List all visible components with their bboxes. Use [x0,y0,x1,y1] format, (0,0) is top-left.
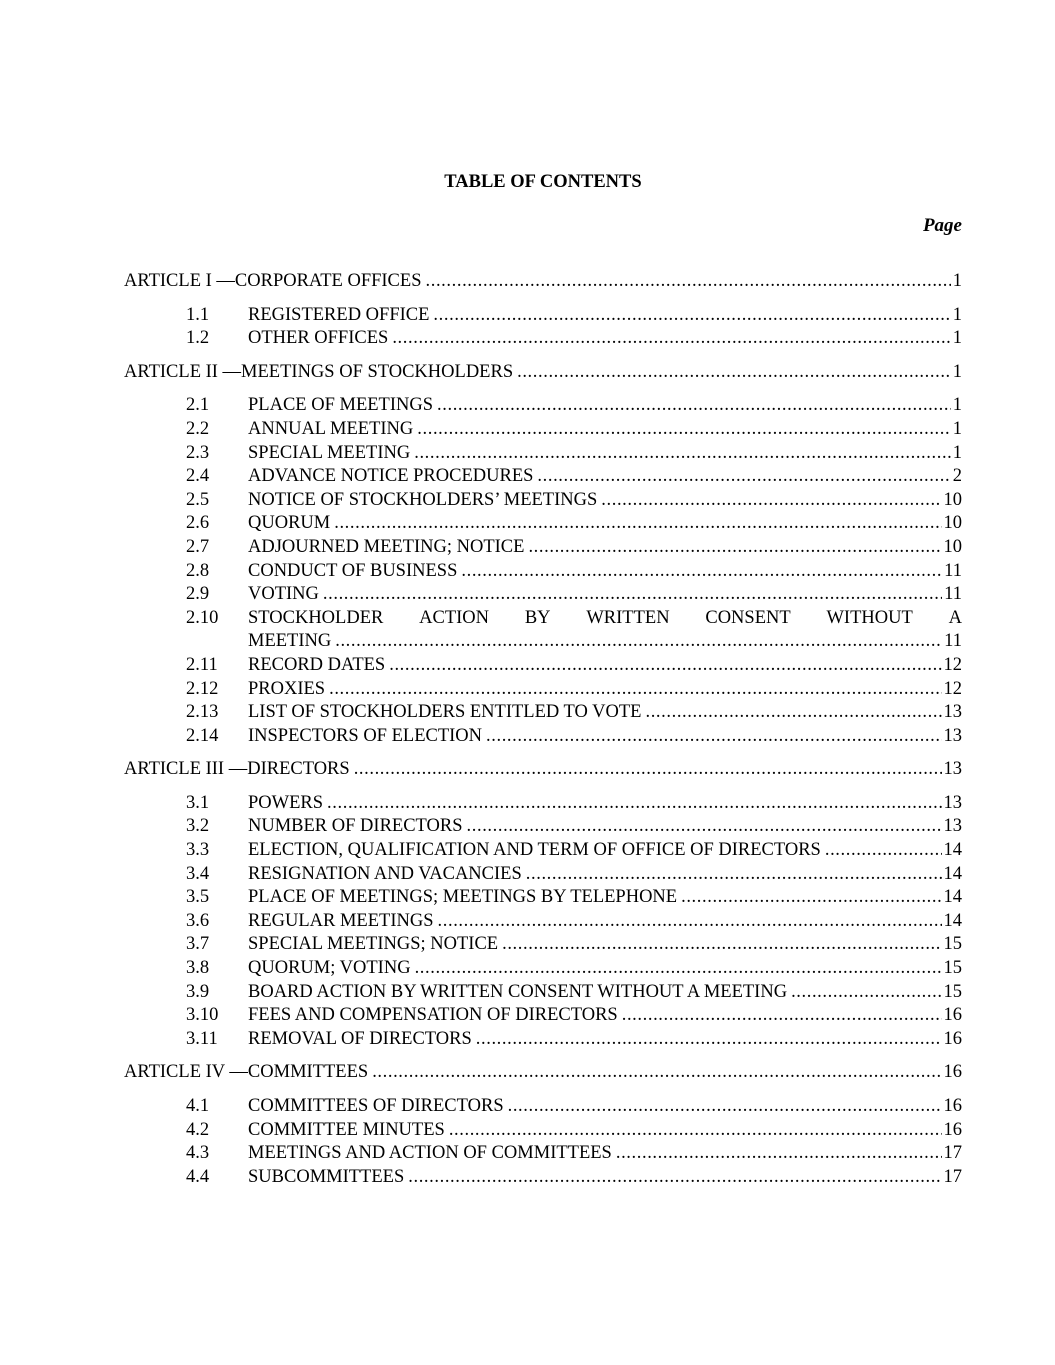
toc-article-entry[interactable] [124,758,962,782]
toc-section-entry[interactable] [124,583,962,607]
toc-page-number: 14 [943,910,962,931]
toc-section-entry[interactable] [124,701,962,725]
toc-section-label: ADVANCE NOTICE PROCEDURES [248,466,534,487]
toc-section-label: RESIGNATION AND VACANCIES [248,863,522,884]
toc-section-number: 2.5 [186,489,210,510]
toc-section-entry[interactable] [124,1142,962,1166]
dot-leader [417,418,950,442]
toc-page-number: 16 [943,1096,962,1116]
toc-section-entry[interactable] [124,536,962,560]
toc-page-number: 1 [952,395,962,416]
toc-section-label: QUORUM; VOTING [248,958,411,979]
toc-section-number: 3.4 [186,863,210,884]
toc-section-label-word: STOCKHOLDER [248,607,384,628]
toc-article-label: ARTICLE II —MEETINGS OF STOCKHOLDERS [124,361,514,382]
dot-leader [517,361,951,385]
toc-section-line-2 [186,630,962,654]
dot-leader [408,1166,941,1190]
toc-section-entry[interactable] [124,839,962,863]
dot-leader [414,442,951,466]
dot-leader [433,304,950,328]
toc-article-entry[interactable] [124,270,962,294]
dot-leader [334,512,941,536]
dot-leader [622,1004,942,1028]
dot-leader [327,792,941,816]
toc-section-label: RECORD DATES [248,654,386,675]
toc-page-number: 11 [944,560,962,581]
dot-leader [354,758,942,782]
dot-leader [508,1095,942,1119]
toc-section-entry[interactable] [124,607,962,654]
toc-page-number: 1 [952,442,962,463]
toc-section-entry[interactable] [124,560,962,584]
toc-page-number: 12 [943,678,962,699]
toc-section-label: PLACE OF MEETINGS; MEETINGS BY TELEPHONE [248,887,678,908]
toc-article-label: ARTICLE IV —COMMITTEES [124,1062,369,1083]
dot-leader [537,465,950,489]
toc-page-number: 16 [943,1005,962,1026]
toc-section-entry[interactable] [124,886,962,910]
toc-section-label: SPECIAL MEETINGS; NOTICE [248,934,499,955]
toc-section-label-continued: MEETING [248,631,332,652]
toc-section-number: 3.1 [186,792,210,813]
toc-page-number: 16 [943,1119,962,1140]
toc-page-number: 13 [943,759,962,780]
toc-article-block [124,758,962,1051]
dot-leader [461,560,942,584]
toc-section-label: FEES AND COMPENSATION OF DIRECTORS [248,1005,618,1026]
toc-section-label: COMMITTEES OF DIRECTORS [248,1096,504,1116]
toc-section-label-word: BY [524,607,551,628]
toc-section-entry[interactable] [124,815,962,839]
dot-leader [329,678,941,702]
toc-section-number: 3.5 [186,887,210,908]
toc-section-entry[interactable] [124,792,962,816]
toc-section-label: ANNUAL MEETING [248,418,414,439]
toc-section-entry[interactable] [124,910,962,934]
toc-section-label-word: WITHOUT [826,607,913,628]
toc-section-number: 4.2 [186,1119,210,1140]
toc-section-number: 2.1 [186,395,210,416]
toc-section-entry[interactable] [124,304,962,328]
toc-section-entry[interactable] [124,678,962,702]
dot-leader [825,839,942,863]
toc-section-entry[interactable] [124,489,962,513]
toc-page-number: 1 [952,304,962,325]
toc-section-label: MEETINGS AND ACTION OF COMMITTEES [248,1143,612,1164]
toc-section-label: ELECTION, QUALIFICATION AND TERM OF OFFICE OF DIRECTORS [248,840,821,861]
toc-page-number: 16 [943,1028,962,1049]
toc-section-entry[interactable] [124,442,962,466]
toc-section-number: 2.7 [186,536,210,557]
dot-leader [389,654,941,678]
dot-leader [681,886,941,910]
toc-section-number: 2.9 [186,584,210,605]
toc-section-label [248,607,962,631]
toc-section-number: 1.2 [186,328,210,349]
toc-page-number: 10 [943,513,962,534]
toc-title: TABLE OF CONTENTS [444,172,642,192]
toc-page-number: 15 [943,958,962,979]
toc-page-number: 13 [943,792,962,813]
dot-leader [791,981,941,1005]
toc-section-entry[interactable] [124,394,962,418]
table-of-contents [124,270,962,1199]
toc-section-label: VOTING [248,584,319,605]
toc-section-label: REGISTERED OFFICE [248,304,430,325]
toc-section-label: QUORUM [248,513,331,534]
toc-section-number: 1.1 [186,304,210,325]
toc-page-number: 15 [943,981,962,1002]
toc-section-label: BOARD ACTION BY WRITTEN CONSENT WITHOUT A MEETING [248,981,788,1002]
toc-section-number: 3.10 [186,1005,219,1026]
toc-section-number: 2.12 [186,678,219,699]
dot-leader [335,630,942,654]
toc-section-number: 2.6 [186,513,210,534]
dot-leader [372,1061,941,1085]
dot-leader [438,910,942,934]
toc-page-number: 1 [952,361,962,382]
toc-section-entry[interactable] [124,1095,962,1119]
toc-section-number: 2.4 [186,466,210,487]
toc-section-label: OTHER OFFICES [248,328,389,349]
toc-page-number: 14 [943,840,962,861]
toc-page-number: 10 [943,489,962,510]
toc-section-label: NUMBER OF DIRECTORS [248,816,463,837]
toc-page-number: 11 [944,631,962,652]
dot-leader [616,1142,942,1166]
toc-article-block [124,270,962,351]
toc-section-label: SUBCOMMITTEES [248,1166,405,1187]
toc-section-label: REGULAR MEETINGS [248,910,434,931]
toc-section-entry[interactable] [124,1166,962,1190]
dot-leader [486,725,941,749]
toc-section-label: POWERS [248,792,324,813]
toc-section-label-word: A [948,607,962,628]
toc-section-label: COMMITTEE MINUTES [248,1119,445,1140]
toc-section-label: PLACE OF MEETINGS [248,395,434,416]
toc-section-number: 2.8 [186,560,210,581]
toc-section-label-word: ACTION [419,607,490,628]
toc-section-label: SPECIAL MEETING [248,442,411,463]
toc-section-entry[interactable] [124,465,962,489]
toc-page-number: 16 [943,1062,962,1083]
toc-page-number: 11 [944,584,962,605]
toc-page-number: 15 [943,934,962,955]
dot-leader [426,270,951,294]
toc-section-label-word: CONSENT [705,607,791,628]
toc-page-number: 17 [943,1166,962,1187]
toc-section-entry[interactable] [124,725,962,749]
toc-page-number: 13 [943,816,962,837]
dot-leader [323,583,942,607]
toc-section-label: PROXIES [248,678,326,699]
toc-section-number: 3.7 [186,934,210,955]
toc-section-label: INSPECTORS OF ELECTION [248,725,483,746]
toc-section-number: 4.4 [186,1166,210,1187]
toc-section-number: 2.10 [186,607,219,628]
toc-article-block [124,1061,962,1189]
toc-section-entry[interactable] [124,512,962,536]
toc-page-number: 1 [952,418,962,439]
toc-article-label: ARTICLE I —CORPORATE OFFICES [124,271,422,291]
toc-section-number: 2.14 [186,725,219,746]
toc-page-number: 13 [943,702,962,723]
toc-section-entry[interactable] [124,1119,962,1143]
toc-section-number: 3.3 [186,840,210,861]
toc-article-entry[interactable] [124,361,962,385]
toc-section-number: 4.1 [186,1096,210,1116]
toc-section-label-word: WRITTEN [586,607,670,628]
toc-article-block [124,361,962,749]
toc-article-label: ARTICLE III —DIRECTORS [124,759,350,780]
dot-leader [526,863,942,887]
toc-section-line-1 [186,607,962,631]
toc-section-label: LIST OF STOCKHOLDERS ENTITLED TO VOTE [248,702,642,723]
toc-page-number: 14 [943,887,962,908]
dot-leader [415,957,942,981]
dot-leader [449,1119,942,1143]
toc-page-number: 17 [943,1143,962,1164]
toc-page-number: 14 [943,863,962,884]
toc-page-number: 13 [943,725,962,746]
toc-section-entry[interactable] [124,863,962,887]
dot-leader [467,815,942,839]
toc-section-label: CONDUCT OF BUSINESS [248,560,458,581]
toc-section-entry[interactable] [124,957,962,981]
dot-leader [476,1028,942,1052]
toc-section-number: 4.3 [186,1143,210,1164]
toc-article-entry[interactable] [124,1061,962,1085]
toc-page-number: 1 [952,271,962,291]
dot-leader [392,327,950,351]
toc-section-entry[interactable] [124,933,962,957]
toc-section-label: ADJOURNED MEETING; NOTICE [248,536,525,557]
toc-section-number: 2.13 [186,702,219,723]
page-column-header: Page [922,215,962,236]
toc-section-entry[interactable] [124,981,962,1005]
toc-section-entry[interactable] [124,1004,962,1028]
toc-section-number: 2.3 [186,442,210,463]
toc-page-number: 2 [952,466,962,487]
toc-page-number: 1 [952,328,962,349]
dot-leader [437,394,951,418]
toc-section-number: 2.2 [186,418,210,439]
toc-page-number: 12 [943,654,962,675]
toc-section-entry[interactable] [124,654,962,678]
toc-section-entry[interactable] [124,418,962,442]
toc-section-number: 3.9 [186,981,210,1002]
toc-section-number: 3.2 [186,816,210,837]
toc-page-number: 10 [943,536,962,557]
toc-section-number: 3.11 [186,1028,218,1049]
toc-section-number: 3.8 [186,958,210,979]
toc-section-entry[interactable] [124,327,962,351]
dot-leader [645,701,941,725]
toc-section-label: REMOVAL OF DIRECTORS [248,1028,472,1049]
toc-section-number: 3.6 [186,910,210,931]
dot-leader [502,933,941,957]
toc-section-number: 2.11 [186,654,218,675]
dot-leader [601,489,941,513]
dot-leader [528,536,941,560]
toc-section-label: NOTICE OF STOCKHOLDERS’ MEETINGS [248,489,598,510]
toc-section-entry[interactable] [124,1028,962,1052]
